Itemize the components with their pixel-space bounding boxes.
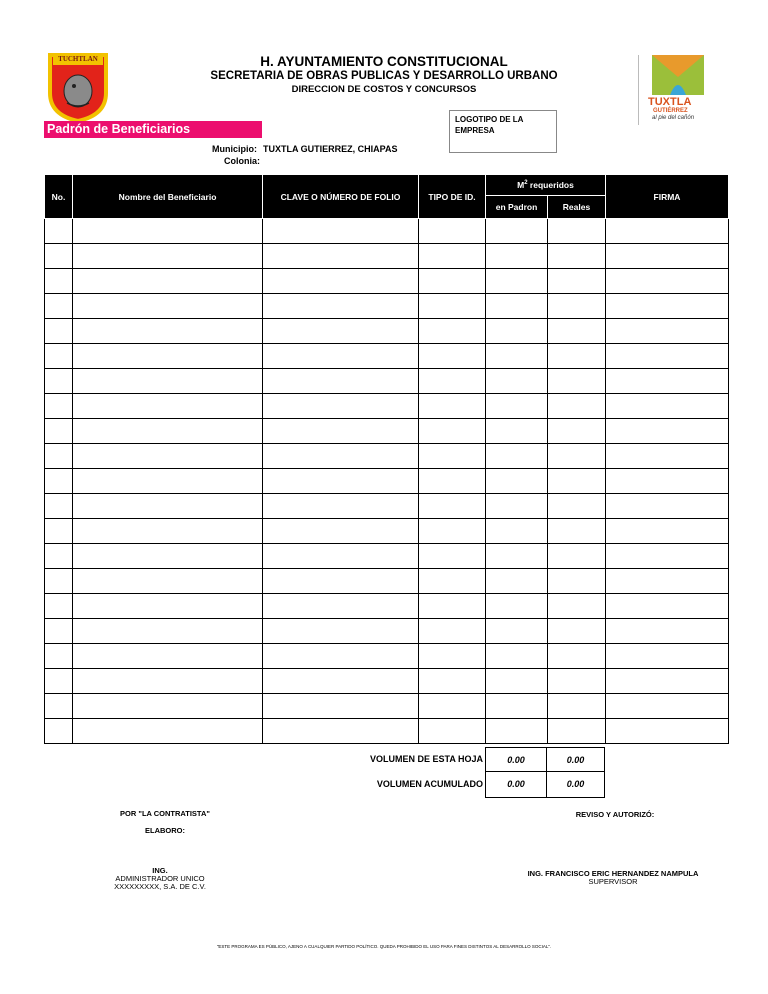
cell-clave[interactable] bbox=[263, 594, 419, 619]
company-logo-placeholder: LOGOTIPO DE LA EMPRESA bbox=[449, 110, 557, 153]
cell-clave[interactable] bbox=[263, 669, 419, 694]
cell-tipo[interactable] bbox=[419, 494, 486, 519]
cell-no[interactable] bbox=[45, 369, 73, 394]
cell-no[interactable] bbox=[45, 569, 73, 594]
cell-reales[interactable] bbox=[548, 544, 606, 569]
col-header-nombre: Nombre del Beneficiario bbox=[73, 175, 263, 219]
cell-clave[interactable] bbox=[263, 694, 419, 719]
table-row bbox=[45, 344, 729, 369]
table-row bbox=[45, 444, 729, 469]
cell-tipo[interactable] bbox=[419, 519, 486, 544]
col-header-reales: Reales bbox=[548, 196, 606, 219]
cell-reales[interactable] bbox=[548, 419, 606, 444]
tuxtla-logo-text: TUXTLA bbox=[648, 96, 692, 108]
cell-reales[interactable] bbox=[548, 219, 606, 244]
cell-en-padron[interactable] bbox=[486, 369, 548, 394]
table-row bbox=[45, 469, 729, 494]
cell-no[interactable] bbox=[45, 469, 73, 494]
table-row bbox=[45, 219, 729, 244]
cell-no[interactable] bbox=[45, 219, 73, 244]
cell-en-padron[interactable] bbox=[486, 719, 548, 744]
cell-nombre[interactable] bbox=[73, 494, 263, 519]
table-row bbox=[45, 619, 729, 644]
volumen-acumulado-reales: 0.00 bbox=[546, 771, 605, 798]
cell-tipo[interactable] bbox=[419, 644, 486, 669]
cell-nombre[interactable] bbox=[73, 594, 263, 619]
cell-tipo[interactable] bbox=[419, 544, 486, 569]
table-row bbox=[45, 569, 729, 594]
table-row bbox=[45, 319, 729, 344]
cell-tipo[interactable] bbox=[419, 569, 486, 594]
cell-nombre[interactable] bbox=[73, 719, 263, 744]
cell-firma[interactable] bbox=[606, 519, 729, 544]
cell-no[interactable] bbox=[45, 619, 73, 644]
cell-no[interactable] bbox=[45, 344, 73, 369]
logo-slogan-text: al pie del cañón bbox=[652, 115, 695, 121]
cell-reales[interactable] bbox=[548, 369, 606, 394]
cell-en-padron[interactable] bbox=[486, 569, 548, 594]
cell-nombre[interactable] bbox=[73, 269, 263, 294]
volumen-hoja-padron: 0.00 bbox=[485, 747, 547, 772]
cell-reales[interactable] bbox=[548, 619, 606, 644]
cell-clave[interactable] bbox=[263, 719, 419, 744]
table-row bbox=[45, 544, 729, 569]
cell-nombre[interactable] bbox=[73, 469, 263, 494]
table-row bbox=[45, 269, 729, 294]
cell-clave[interactable] bbox=[263, 319, 419, 344]
municipio-label: Municipio: bbox=[212, 144, 257, 154]
cell-tipo[interactable] bbox=[419, 319, 486, 344]
contratista-label: POR "LA CONTRATISTA" bbox=[120, 809, 210, 818]
cell-firma[interactable] bbox=[606, 669, 729, 694]
cell-firma[interactable] bbox=[606, 269, 729, 294]
cell-firma[interactable] bbox=[606, 344, 729, 369]
cell-nombre[interactable] bbox=[73, 619, 263, 644]
cell-tipo[interactable] bbox=[419, 394, 486, 419]
cell-clave[interactable] bbox=[263, 344, 419, 369]
cell-nombre[interactable] bbox=[73, 219, 263, 244]
cell-no[interactable] bbox=[45, 719, 73, 744]
table-row bbox=[45, 694, 729, 719]
table-row bbox=[45, 719, 729, 744]
cell-en-padron[interactable] bbox=[486, 269, 548, 294]
cell-tipo[interactable] bbox=[419, 344, 486, 369]
table-row bbox=[45, 394, 729, 419]
cell-firma[interactable] bbox=[606, 719, 729, 744]
cell-no[interactable] bbox=[45, 494, 73, 519]
cell-firma[interactable] bbox=[606, 219, 729, 244]
cell-no[interactable] bbox=[45, 269, 73, 294]
cell-no[interactable] bbox=[45, 544, 73, 569]
cell-en-padron[interactable] bbox=[486, 394, 548, 419]
cell-clave[interactable] bbox=[263, 219, 419, 244]
cell-reales[interactable] bbox=[548, 269, 606, 294]
cell-nombre[interactable] bbox=[73, 394, 263, 419]
cell-reales[interactable] bbox=[548, 494, 606, 519]
colonia-label: Colonia: bbox=[224, 156, 260, 166]
cell-reales[interactable] bbox=[548, 244, 606, 269]
cell-en-padron[interactable] bbox=[486, 344, 548, 369]
col-header-m2-requeridos bbox=[486, 175, 606, 196]
cell-en-padron[interactable] bbox=[486, 519, 548, 544]
cell-firma[interactable] bbox=[606, 544, 729, 569]
cell-clave[interactable] bbox=[263, 244, 419, 269]
cell-nombre[interactable] bbox=[73, 294, 263, 319]
cell-firma[interactable] bbox=[606, 394, 729, 419]
cell-nombre[interactable] bbox=[73, 419, 263, 444]
gutierrez-logo-text: GUTIÉRREZ bbox=[653, 108, 688, 114]
reviso-label: REVISO Y AUTORIZÓ: bbox=[575, 810, 655, 819]
cell-tipo[interactable] bbox=[419, 269, 486, 294]
cell-tipo[interactable] bbox=[419, 669, 486, 694]
cell-nombre[interactable] bbox=[73, 694, 263, 719]
cell-reales[interactable] bbox=[548, 569, 606, 594]
table-row bbox=[45, 294, 729, 319]
table-row bbox=[45, 419, 729, 444]
cell-en-padron[interactable] bbox=[486, 319, 548, 344]
document-subtitle-2: DIRECCION DE COSTOS Y CONCURSOS bbox=[291, 84, 477, 95]
cell-clave[interactable] bbox=[263, 619, 419, 644]
cell-firma[interactable] bbox=[606, 444, 729, 469]
company-name-label: XXXXXXXXX, S.A. DE C.V. bbox=[114, 882, 206, 891]
cell-reales[interactable] bbox=[548, 394, 606, 419]
beneficiaries-table bbox=[44, 174, 729, 744]
cell-reales[interactable] bbox=[548, 669, 606, 694]
volumen-hoja-reales: 0.00 bbox=[546, 747, 605, 772]
cell-en-padron[interactable] bbox=[486, 694, 548, 719]
cell-nombre[interactable] bbox=[73, 319, 263, 344]
cell-clave[interactable] bbox=[263, 269, 419, 294]
cell-no[interactable] bbox=[45, 644, 73, 669]
cell-nombre[interactable] bbox=[73, 569, 263, 594]
cell-tipo[interactable] bbox=[419, 219, 486, 244]
volumen-hoja-label: VOLUMEN DE ESTA HOJA bbox=[369, 754, 483, 764]
cell-reales[interactable] bbox=[548, 469, 606, 494]
cell-tipo[interactable] bbox=[419, 469, 486, 494]
cell-nombre[interactable] bbox=[73, 244, 263, 269]
cell-reales[interactable] bbox=[548, 644, 606, 669]
footer-disclaimer: "ESTE PROGRAMA ES PÚBLICO, AJENO A CUALQUIER PARTIDO POLÍTICO. QUEDA PROHIBIDO EL USO PARA FINES DISTINTOS AL DESARROLLO SOCIAL". bbox=[216, 944, 552, 949]
col-header-clave: CLAVE O NÚMERO DE FOLIO bbox=[263, 175, 419, 219]
cell-firma[interactable] bbox=[606, 694, 729, 719]
cell-nombre[interactable] bbox=[73, 444, 263, 469]
elaboro-label: ELABORO: bbox=[145, 826, 185, 835]
cell-en-padron[interactable] bbox=[486, 619, 548, 644]
tuchtlan-logo-text: TUCHTLAN bbox=[58, 55, 98, 63]
volumen-acumulado-padron: 0.00 bbox=[485, 771, 547, 798]
table-row bbox=[45, 519, 729, 544]
cell-firma[interactable] bbox=[606, 419, 729, 444]
m2-rest: requeridos bbox=[527, 180, 574, 190]
table-row bbox=[45, 244, 729, 269]
m2-superscript: 2 bbox=[524, 180, 528, 187]
cell-en-padron[interactable] bbox=[486, 219, 548, 244]
cell-clave[interactable] bbox=[263, 569, 419, 594]
cell-en-padron[interactable] bbox=[486, 594, 548, 619]
cell-reales[interactable] bbox=[548, 319, 606, 344]
cell-tipo[interactable] bbox=[419, 419, 486, 444]
col-header-en-padron: en Padron bbox=[486, 196, 548, 219]
cell-no[interactable] bbox=[45, 519, 73, 544]
cell-reales[interactable] bbox=[548, 294, 606, 319]
cell-no[interactable] bbox=[45, 444, 73, 469]
ing-left-label: ING. bbox=[152, 866, 168, 875]
cell-firma[interactable] bbox=[606, 469, 729, 494]
cell-en-padron[interactable] bbox=[486, 469, 548, 494]
col-header-firma: FIRMA bbox=[606, 175, 729, 219]
cell-firma[interactable] bbox=[606, 644, 729, 669]
cell-en-padron[interactable] bbox=[486, 419, 548, 444]
table-row bbox=[45, 369, 729, 394]
cell-reales[interactable] bbox=[548, 344, 606, 369]
table-row bbox=[45, 594, 729, 619]
table-row bbox=[45, 494, 729, 519]
cell-clave[interactable] bbox=[263, 644, 419, 669]
table-row bbox=[45, 644, 729, 669]
volumen-acumulado-label: VOLUMEN ACUMULADO bbox=[376, 779, 483, 789]
document-title: H. AYUNTAMIENTO CONSTITUCIONAL bbox=[260, 54, 508, 69]
cell-no[interactable] bbox=[45, 669, 73, 694]
cell-nombre[interactable] bbox=[73, 544, 263, 569]
cell-nombre[interactable] bbox=[73, 369, 263, 394]
cell-tipo[interactable] bbox=[419, 369, 486, 394]
cell-clave[interactable] bbox=[263, 369, 419, 394]
col-header-tipo: TIPO DE ID. bbox=[419, 175, 486, 219]
cell-firma[interactable] bbox=[606, 244, 729, 269]
cell-no[interactable] bbox=[45, 294, 73, 319]
cell-en-padron[interactable] bbox=[486, 244, 548, 269]
cell-clave[interactable] bbox=[263, 444, 419, 469]
administrador-label: ADMINISTRADOR UNICO bbox=[115, 874, 205, 883]
cell-en-padron[interactable] bbox=[486, 644, 548, 669]
cell-reales[interactable] bbox=[548, 444, 606, 469]
cell-no[interactable] bbox=[45, 244, 73, 269]
cell-no[interactable] bbox=[45, 319, 73, 344]
cell-tipo[interactable] bbox=[419, 244, 486, 269]
municipio-value: TUXTLA GUTIERREZ, CHIAPAS bbox=[263, 144, 398, 154]
col-header-no: No. bbox=[45, 175, 73, 219]
cell-nombre[interactable] bbox=[73, 644, 263, 669]
cell-firma[interactable] bbox=[606, 319, 729, 344]
cell-en-padron[interactable] bbox=[486, 294, 548, 319]
cell-en-padron[interactable] bbox=[486, 494, 548, 519]
table-row bbox=[45, 669, 729, 694]
cell-clave[interactable] bbox=[263, 519, 419, 544]
cell-no[interactable] bbox=[45, 419, 73, 444]
cell-tipo[interactable] bbox=[419, 444, 486, 469]
cell-reales[interactable] bbox=[548, 519, 606, 544]
padron-banner: Padrón de Beneficiarios bbox=[44, 121, 262, 138]
cell-no[interactable] bbox=[45, 694, 73, 719]
cell-tipo[interactable] bbox=[419, 594, 486, 619]
cell-tipo[interactable] bbox=[419, 719, 486, 744]
cell-firma[interactable] bbox=[606, 569, 729, 594]
cell-no[interactable] bbox=[45, 594, 73, 619]
document-subtitle: SECRETARIA DE OBRAS PUBLICAS Y DESARROLLO URBANO bbox=[210, 70, 558, 82]
cell-tipo[interactable] bbox=[419, 619, 486, 644]
cell-tipo[interactable] bbox=[419, 294, 486, 319]
cell-nombre[interactable] bbox=[73, 519, 263, 544]
cell-firma[interactable] bbox=[606, 594, 729, 619]
cell-nombre[interactable] bbox=[73, 669, 263, 694]
cell-en-padron[interactable] bbox=[486, 444, 548, 469]
cell-firma[interactable] bbox=[606, 494, 729, 519]
cell-nombre[interactable] bbox=[73, 344, 263, 369]
cell-clave[interactable] bbox=[263, 494, 419, 519]
cell-no[interactable] bbox=[45, 394, 73, 419]
cell-clave[interactable] bbox=[263, 469, 419, 494]
cell-clave[interactable] bbox=[263, 419, 419, 444]
cell-firma[interactable] bbox=[606, 294, 729, 319]
m2-unit: M bbox=[517, 180, 525, 190]
cell-clave[interactable] bbox=[263, 394, 419, 419]
cell-reales[interactable] bbox=[548, 594, 606, 619]
cell-clave[interactable] bbox=[263, 544, 419, 569]
cell-clave[interactable] bbox=[263, 294, 419, 319]
cell-reales[interactable] bbox=[548, 694, 606, 719]
cell-firma[interactable] bbox=[606, 369, 729, 394]
cell-firma[interactable] bbox=[606, 619, 729, 644]
cell-en-padron[interactable] bbox=[486, 544, 548, 569]
supervisor-name-label: ING. FRANCISCO ERIC HERNANDEZ NAMPULA bbox=[527, 869, 699, 878]
supervisor-title-label: SUPERVISOR bbox=[588, 877, 638, 886]
cell-en-padron[interactable] bbox=[486, 669, 548, 694]
table-body bbox=[45, 219, 729, 744]
cell-tipo[interactable] bbox=[419, 694, 486, 719]
cell-reales[interactable] bbox=[548, 719, 606, 744]
